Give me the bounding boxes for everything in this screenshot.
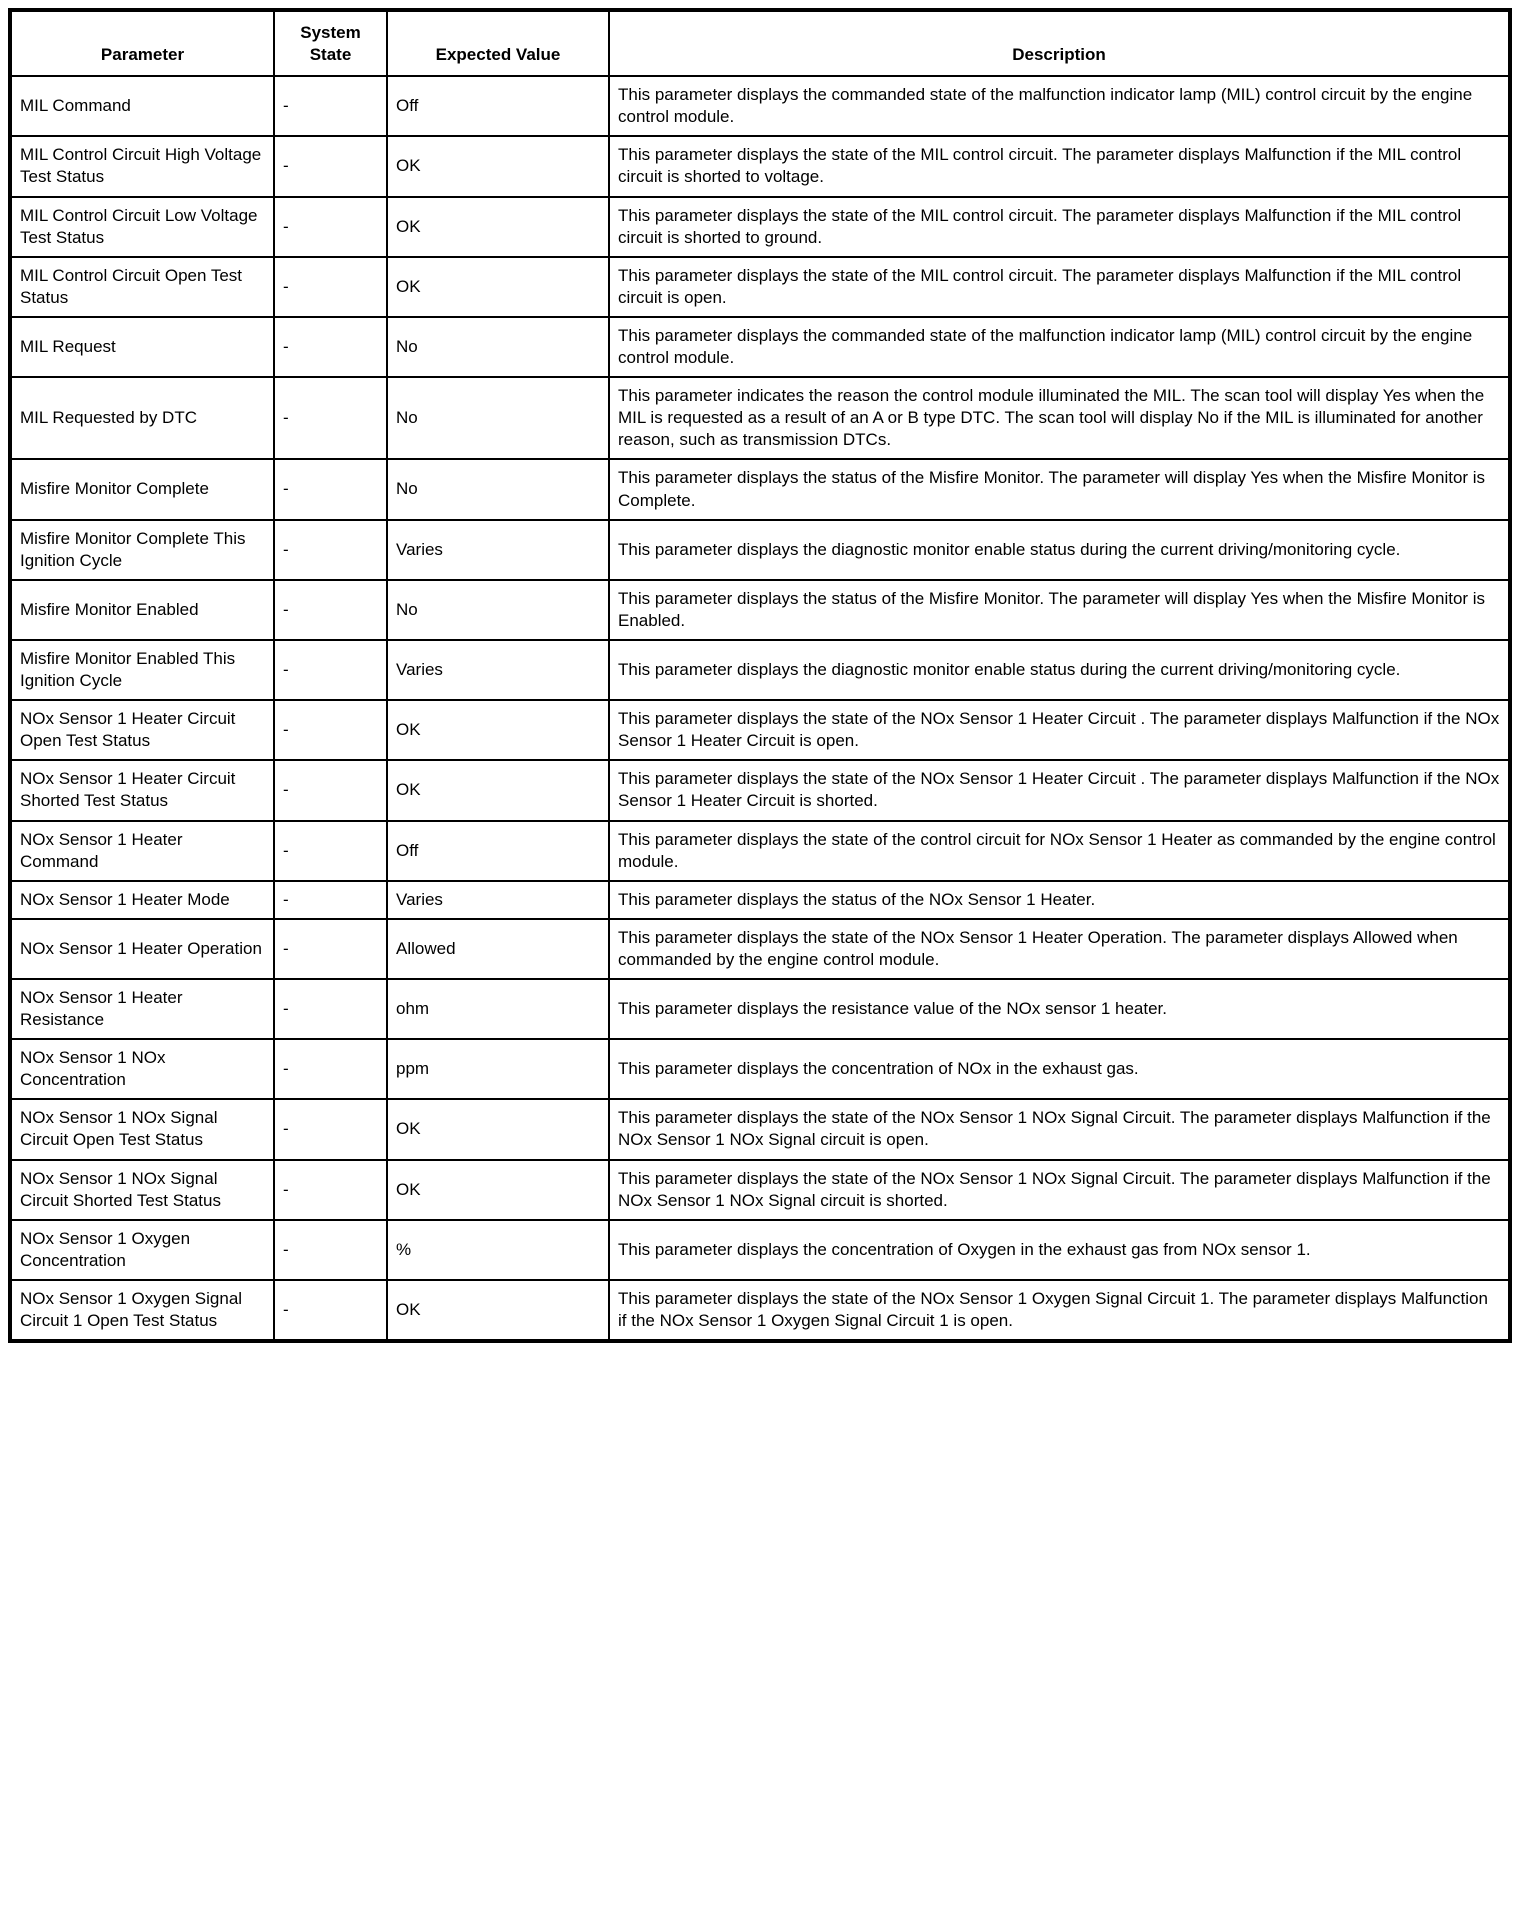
- expected-value-cell: %: [387, 1220, 609, 1280]
- parameter-cell: NOx Sensor 1 Heater Circuit Open Test Status: [10, 700, 274, 760]
- system-state-cell: -: [274, 1280, 387, 1341]
- parameter-cell: NOx Sensor 1 Heater Mode: [10, 881, 274, 919]
- expected-value-cell: Off: [387, 821, 609, 881]
- description-cell: This parameter displays the status of the Misfire Monitor. The parameter will display Yes when the Misfire Monitor is Enabled.: [609, 580, 1510, 640]
- description-cell: This parameter displays the state of the NOx Sensor 1 Heater Circuit . The parameter displays Malfunction if the NOx Sensor 1 Heater Circuit is shorted.: [609, 760, 1510, 820]
- expected-value-cell: No: [387, 459, 609, 519]
- table-row: [10, 1160, 1510, 1220]
- system-state-cell: -: [274, 459, 387, 519]
- parameter-cell: Misfire Monitor Enabled This Ignition Cycle: [10, 640, 274, 700]
- expected-value-cell: No: [387, 377, 609, 459]
- expected-value-cell: OK: [387, 197, 609, 257]
- system-state-cell: -: [274, 580, 387, 640]
- expected-value-cell: No: [387, 317, 609, 377]
- parameter-cell: NOx Sensor 1 NOx Signal Circuit Open Test Status: [10, 1099, 274, 1159]
- system-state-cell: -: [274, 377, 387, 459]
- expected-value-cell: No: [387, 580, 609, 640]
- column-header-system-state: System State: [274, 10, 387, 76]
- table-row: [10, 881, 1510, 919]
- description-cell: This parameter displays the concentration of NOx in the exhaust gas.: [609, 1039, 1510, 1099]
- expected-value-cell: Varies: [387, 640, 609, 700]
- description-cell: This parameter displays the diagnostic monitor enable status during the current driving/monitoring cycle.: [609, 640, 1510, 700]
- table-row: [10, 979, 1510, 1039]
- description-cell: This parameter displays the state of the MIL control circuit. The parameter displays Malfunction if the MIL control circuit is open.: [609, 257, 1510, 317]
- description-cell: This parameter displays the state of the NOx Sensor 1 Heater Operation. The parameter displays Allowed when commanded by the engine control module.: [609, 919, 1510, 979]
- parameter-cell: NOx Sensor 1 Heater Command: [10, 821, 274, 881]
- expected-value-cell: Off: [387, 76, 609, 136]
- description-cell: This parameter displays the state of the MIL control circuit. The parameter displays Malfunction if the MIL control circuit is shorted to voltage.: [609, 136, 1510, 196]
- expected-value-cell: Allowed: [387, 919, 609, 979]
- system-state-cell: -: [274, 1099, 387, 1159]
- system-state-cell: -: [274, 317, 387, 377]
- system-state-cell: -: [274, 197, 387, 257]
- description-cell: This parameter displays the state of the NOx Sensor 1 NOx Signal Circuit. The parameter displays Malfunction if the NOx Sensor 1 NOx Signal circuit is open.: [609, 1099, 1510, 1159]
- description-cell: This parameter displays the state of the MIL control circuit. The parameter displays Malfunction if the MIL control circuit is shorted to ground.: [609, 197, 1510, 257]
- system-state-cell: -: [274, 821, 387, 881]
- description-cell: This parameter indicates the reason the control module illuminated the MIL. The scan tool will display Yes when the MIL is requested as a result of an A or B type DTC. The scan tool will display No if the MIL is illuminated for another reason, such as transmission DTCs.: [609, 377, 1510, 459]
- system-state-cell: -: [274, 760, 387, 820]
- parameter-cell: NOx Sensor 1 Heater Operation: [10, 919, 274, 979]
- table-row: [10, 580, 1510, 640]
- parameter-cell: Misfire Monitor Complete: [10, 459, 274, 519]
- system-state-cell: -: [274, 919, 387, 979]
- description-cell: This parameter displays the status of the Misfire Monitor. The parameter will display Yes when the Misfire Monitor is Complete.: [609, 459, 1510, 519]
- description-cell: This parameter displays the state of the NOx Sensor 1 Oxygen Signal Circuit 1. The parameter displays Malfunction if the NOx Sensor 1 Oxygen Signal Circuit 1 is open.: [609, 1280, 1510, 1341]
- parameter-cell: MIL Control Circuit Low Voltage Test Status: [10, 197, 274, 257]
- expected-value-cell: OK: [387, 257, 609, 317]
- parameter-cell: Misfire Monitor Enabled: [10, 580, 274, 640]
- table-row: [10, 257, 1510, 317]
- table-row: [10, 919, 1510, 979]
- system-state-cell: -: [274, 700, 387, 760]
- description-cell: This parameter displays the state of the control circuit for NOx Sensor 1 Heater as commanded by the engine control module.: [609, 821, 1510, 881]
- expected-value-cell: OK: [387, 1099, 609, 1159]
- parameter-cell: MIL Request: [10, 317, 274, 377]
- description-cell: This parameter displays the state of the NOx Sensor 1 NOx Signal Circuit. The parameter displays Malfunction if the NOx Sensor 1 NOx Signal circuit is shorted.: [609, 1160, 1510, 1220]
- system-state-cell: -: [274, 520, 387, 580]
- description-cell: This parameter displays the concentration of Oxygen in the exhaust gas from NOx sensor 1.: [609, 1220, 1510, 1280]
- expected-value-cell: OK: [387, 1280, 609, 1341]
- table-row: [10, 1280, 1510, 1341]
- expected-value-cell: ohm: [387, 979, 609, 1039]
- table-row: [10, 520, 1510, 580]
- parameter-cell: NOx Sensor 1 Heater Circuit Shorted Test Status: [10, 760, 274, 820]
- system-state-cell: -: [274, 136, 387, 196]
- parameter-cell: Misfire Monitor Complete This Ignition Cycle: [10, 520, 274, 580]
- system-state-cell: -: [274, 1039, 387, 1099]
- system-state-cell: -: [274, 76, 387, 136]
- parameter-table: [8, 8, 1512, 1343]
- system-state-cell: -: [274, 979, 387, 1039]
- system-state-cell: -: [274, 640, 387, 700]
- column-header-parameter: Parameter: [10, 10, 274, 76]
- system-state-cell: -: [274, 1160, 387, 1220]
- parameter-cell: NOx Sensor 1 Oxygen Concentration: [10, 1220, 274, 1280]
- parameter-cell: MIL Control Circuit Open Test Status: [10, 257, 274, 317]
- table-row: [10, 700, 1510, 760]
- column-header-description: Description: [609, 10, 1510, 76]
- table-row: [10, 821, 1510, 881]
- description-cell: This parameter displays the state of the NOx Sensor 1 Heater Circuit . The parameter displays Malfunction if the NOx Sensor 1 Heater Circuit is open.: [609, 700, 1510, 760]
- description-cell: This parameter displays the resistance value of the NOx sensor 1 heater.: [609, 979, 1510, 1039]
- parameter-cell: NOx Sensor 1 Heater Resistance: [10, 979, 274, 1039]
- description-cell: This parameter displays the commanded state of the malfunction indicator lamp (MIL) control circuit by the engine control module.: [609, 317, 1510, 377]
- parameter-cell: NOx Sensor 1 NOx Signal Circuit Shorted Test Status: [10, 1160, 274, 1220]
- header-row: [10, 10, 1510, 76]
- expected-value-cell: OK: [387, 136, 609, 196]
- parameter-cell: MIL Command: [10, 76, 274, 136]
- system-state-cell: -: [274, 1220, 387, 1280]
- table-row: [10, 459, 1510, 519]
- parameter-cell: NOx Sensor 1 NOx Concentration: [10, 1039, 274, 1099]
- table-row: [10, 377, 1510, 459]
- description-cell: This parameter displays the commanded state of the malfunction indicator lamp (MIL) control circuit by the engine control module.: [609, 76, 1510, 136]
- expected-value-cell: OK: [387, 760, 609, 820]
- table-row: [10, 136, 1510, 196]
- table-row: [10, 1039, 1510, 1099]
- system-state-cell: -: [274, 257, 387, 317]
- table-row: [10, 317, 1510, 377]
- expected-value-cell: Varies: [387, 881, 609, 919]
- table-row: [10, 197, 1510, 257]
- expected-value-cell: Varies: [387, 520, 609, 580]
- description-cell: This parameter displays the diagnostic monitor enable status during the current driving/monitoring cycle.: [609, 520, 1510, 580]
- parameter-cell: NOx Sensor 1 Oxygen Signal Circuit 1 Open Test Status: [10, 1280, 274, 1341]
- expected-value-cell: OK: [387, 700, 609, 760]
- table-row: [10, 640, 1510, 700]
- parameter-cell: MIL Requested by DTC: [10, 377, 274, 459]
- table-row: [10, 76, 1510, 136]
- table-row: [10, 1220, 1510, 1280]
- expected-value-cell: OK: [387, 1160, 609, 1220]
- column-header-expected-value: Expected Value: [387, 10, 609, 76]
- system-state-cell: -: [274, 881, 387, 919]
- table-row: [10, 1099, 1510, 1159]
- description-cell: This parameter displays the status of the NOx Sensor 1 Heater.: [609, 881, 1510, 919]
- parameter-cell: MIL Control Circuit High Voltage Test Status: [10, 136, 274, 196]
- expected-value-cell: ppm: [387, 1039, 609, 1099]
- table-row: [10, 760, 1510, 820]
